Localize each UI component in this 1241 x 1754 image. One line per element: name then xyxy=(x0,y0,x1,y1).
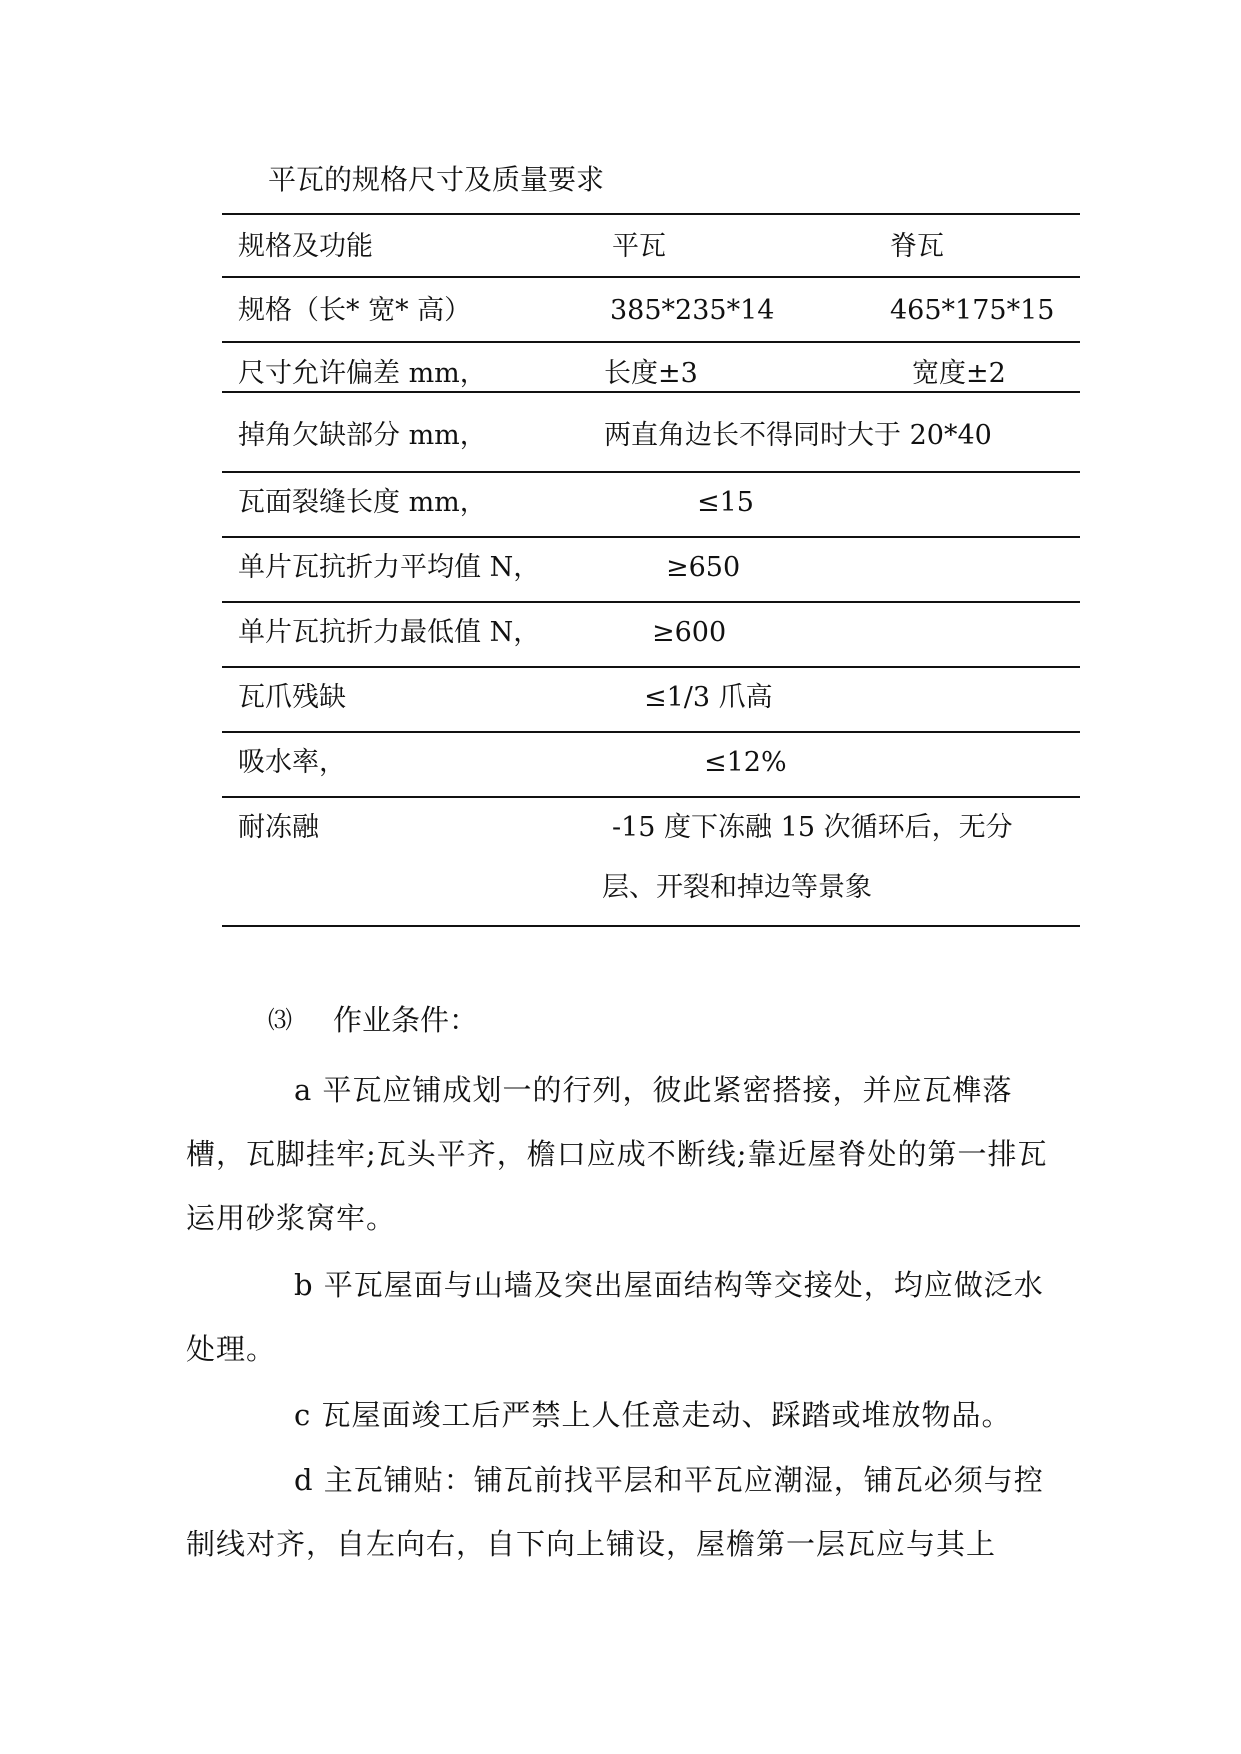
row-label-claw-defect: 瓦爪残缺 xyxy=(238,682,346,713)
row-label-freeze-thaw: 耐冻融 xyxy=(238,812,319,843)
row-value: ≥600 xyxy=(652,617,727,648)
table-rule xyxy=(222,666,1080,668)
row-value: ≤12% xyxy=(704,747,787,778)
table-caption: 平瓦的规格尺寸及质量要求 xyxy=(268,163,605,196)
section-title: 作业条件： xyxy=(333,1003,479,1037)
paragraph-d: d 主瓦铺贴：铺瓦前找平层和平瓦应潮湿，铺瓦必须与控制线对齐，自左向右，自下向上铺设，屋檐第一层瓦应与其上 xyxy=(186,1463,1044,1561)
row-label-dimensions: 规格（长* 宽* 高） xyxy=(238,295,472,326)
row-label-crack-length: 瓦面裂缝长度 mm， xyxy=(238,487,487,518)
header-cell-spec: 规格及功能 xyxy=(238,231,373,262)
table-rule xyxy=(222,341,1080,343)
row-value: ≤1/3 爪高 xyxy=(644,682,773,713)
row-value-flat: 385*235*14 xyxy=(610,295,775,326)
row-value: ≤15 xyxy=(697,487,754,518)
row-value-ridge: 465*175*15 xyxy=(890,295,1055,326)
row-value-line2: 层、开裂和掉边等景象 xyxy=(602,872,872,903)
table-rule-top xyxy=(222,213,1080,215)
row-value: ≥650 xyxy=(666,552,741,583)
row-value-line1: -15 度下冻融 15 次循环后，无分 xyxy=(612,812,1013,843)
table-rule xyxy=(222,731,1080,733)
table-rule xyxy=(222,796,1080,798)
header-cell-flat-tile: 平瓦 xyxy=(612,231,666,262)
paragraph-a: a 平瓦应铺成划一的行列，彼此紧密搭接，并应瓦榫落槽，瓦脚挂牢;瓦头平齐，檐口应成不断线;靠近屋脊处的第一排瓦运用砂浆窝牢。 xyxy=(186,1073,1048,1235)
table-rule xyxy=(222,471,1080,473)
section-number: ⑶ xyxy=(268,1006,292,1034)
row-label-tolerance: 尺寸允许偏差 mm， xyxy=(238,358,487,389)
table-rule xyxy=(222,536,1080,538)
row-value: 两直角边长不得同时大于 20*40 xyxy=(604,420,992,451)
paragraph-c: c 瓦屋面竣工后严禁上人任意走动、踩踏或堆放物品。 xyxy=(294,1398,1012,1432)
row-label-bending-average: 单片瓦抗折力平均值 N， xyxy=(238,552,541,583)
row-value-flat: 长度±3 xyxy=(604,358,698,389)
table-rule xyxy=(222,601,1080,603)
row-label-bending-minimum: 单片瓦抗折力最低值 N， xyxy=(238,617,541,648)
paragraph-b: b 平瓦屋面与山墙及突出屋面结构等交接处，均应做泛水处理。 xyxy=(186,1268,1044,1366)
header-cell-ridge-tile: 脊瓦 xyxy=(890,231,944,262)
table-rule xyxy=(222,276,1080,278)
row-label-water-absorption: 吸水率， xyxy=(238,747,346,778)
row-value-ridge: 宽度±2 xyxy=(912,358,1006,389)
row-label-corner-defect: 掉角欠缺部分 mm， xyxy=(238,420,487,451)
table-rule-bottom xyxy=(222,925,1080,927)
